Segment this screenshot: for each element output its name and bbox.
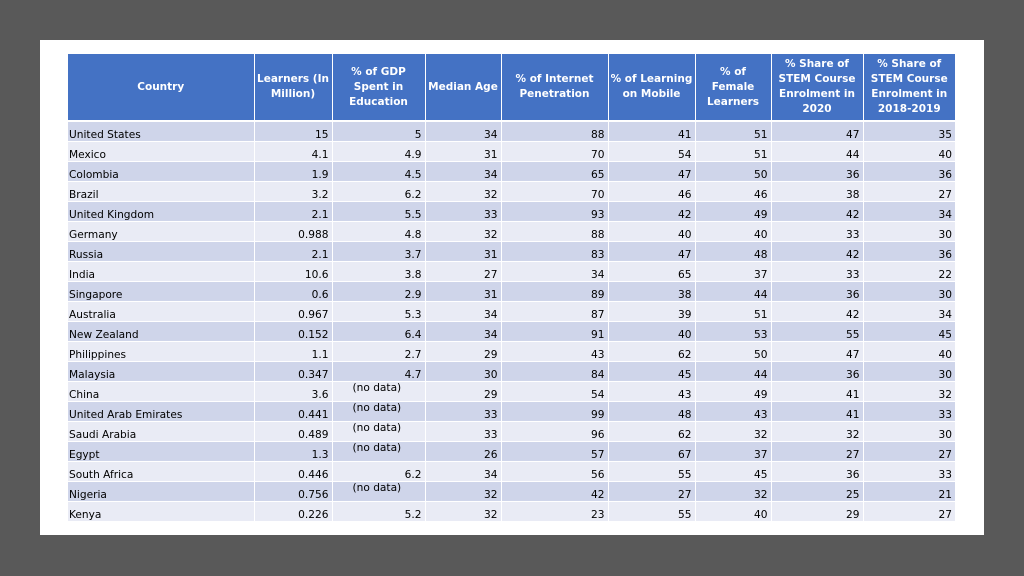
table-cell: 1.9 [254,162,332,182]
table-cell: 36 [863,242,955,262]
table-cell: 31 [425,242,501,262]
table-cell: 96 [501,422,608,442]
table-cell: 99 [501,402,608,422]
table-cell: 23 [501,502,608,522]
table-row [68,322,955,342]
table-cell: (no data) [332,402,425,422]
table-cell: 5.5 [332,202,425,222]
table-cell: 42 [501,482,608,502]
table-cell: 31 [425,142,501,162]
country-cell: Philippines [68,342,254,362]
table-cell: 30 [425,362,501,382]
table-cell: 45 [863,322,955,342]
table-cell: 0.988 [254,222,332,242]
table-cell: 6.4 [332,322,425,342]
table-cell: 34 [501,262,608,282]
table-row [68,302,955,322]
table-cell: 36 [771,162,863,182]
table-cell: 46 [695,182,771,202]
table-cell: 84 [501,362,608,382]
table-cell: 70 [501,182,608,202]
table-cell: 44 [695,282,771,302]
table-cell: 93 [501,202,608,222]
header-row [68,54,955,121]
table-cell: 38 [771,182,863,202]
table-cell: 37 [695,442,771,462]
table-row [68,422,955,442]
country-cell: Kenya [68,502,254,522]
country-cell: China [68,382,254,402]
table-cell: 40 [608,322,695,342]
table-cell: (no data) [332,442,425,462]
table-cell: 32 [425,502,501,522]
table-cell: 30 [863,282,955,302]
table-cell: 36 [863,162,955,182]
column-header: Median Age [425,54,501,121]
table-cell: 33 [863,462,955,482]
table-cell: 32 [695,422,771,442]
table-cell: 45 [608,362,695,382]
table-cell: 34 [425,302,501,322]
table-row [68,121,955,142]
table-cell: 47 [771,342,863,362]
table-cell: 55 [608,502,695,522]
table-cell: 30 [863,362,955,382]
table-cell: 27 [863,502,955,522]
table-cell: 27 [863,182,955,202]
column-header: % Share of STEM Course Enrolment in 2020 [771,54,863,121]
table-cell: 0.967 [254,302,332,322]
country-cell: Egypt [68,442,254,462]
table-cell: 50 [695,162,771,182]
table-cell: 40 [695,222,771,242]
table-cell: 0.446 [254,462,332,482]
table-cell: 3.2 [254,182,332,202]
table-cell: 29 [771,502,863,522]
table-cell: 34 [425,322,501,342]
table-cell: 44 [695,362,771,382]
column-header: Learners (In Million) [254,54,332,121]
table-cell: 33 [425,422,501,442]
table-cell: 42 [771,302,863,322]
data-table [68,54,955,522]
table-cell: 40 [695,502,771,522]
country-cell: Saudi Arabia [68,422,254,442]
table-row [68,262,955,282]
table-cell: 83 [501,242,608,262]
table-cell: 5.2 [332,502,425,522]
table-cell: 5.3 [332,302,425,322]
table-cell: 26 [425,442,501,462]
slide [40,40,984,535]
table-row [68,362,955,382]
table-cell: 48 [608,402,695,422]
table-cell: 47 [608,242,695,262]
table-cell: 33 [425,402,501,422]
table-cell: 32 [695,482,771,502]
table-cell: 0.152 [254,322,332,342]
country-cell: Malaysia [68,362,254,382]
country-cell: Russia [68,242,254,262]
table-cell: 34 [425,462,501,482]
table-cell: 43 [695,402,771,422]
table-cell: 32 [425,482,501,502]
table-cell: 91 [501,322,608,342]
table-cell: 49 [695,202,771,222]
country-cell: United Arab Emirates [68,402,254,422]
country-cell: Colombia [68,162,254,182]
table-row [68,382,955,402]
country-cell: Australia [68,302,254,322]
table-cell: 32 [425,182,501,202]
table-cell: 47 [771,121,863,142]
table-cell: 4.5 [332,162,425,182]
table-cell: 54 [608,142,695,162]
table-cell: 21 [863,482,955,502]
table-cell: 27 [863,442,955,462]
table-cell: (no data) [332,482,425,502]
table-cell: 29 [425,342,501,362]
table-cell: 10.6 [254,262,332,282]
table-cell: 4.8 [332,222,425,242]
table-cell: 30 [863,422,955,442]
country-cell: Singapore [68,282,254,302]
country-cell: New Zealand [68,322,254,342]
table-cell: 88 [501,121,608,142]
table-cell: 65 [608,262,695,282]
table-cell: 4.7 [332,362,425,382]
table-cell: 0.226 [254,502,332,522]
table-cell: 0.489 [254,422,332,442]
table-row [68,342,955,362]
table-cell: 88 [501,222,608,242]
table-cell: 42 [771,242,863,262]
table-row [68,242,955,262]
column-header: Country [68,54,254,121]
table-cell: 32 [863,382,955,402]
table-row [68,142,955,162]
table-cell: 4.9 [332,142,425,162]
country-cell: Germany [68,222,254,242]
table-cell: 34 [425,162,501,182]
country-cell: South Africa [68,462,254,482]
table-cell: 34 [425,121,501,142]
table-cell: 35 [863,121,955,142]
table-cell: 3.7 [332,242,425,262]
table-cell: 15 [254,121,332,142]
table-cell: 44 [771,142,863,162]
table-row [68,402,955,422]
table-cell: 57 [501,442,608,462]
country-cell: Brazil [68,182,254,202]
table-row [68,462,955,482]
table-cell: 27 [608,482,695,502]
table-cell: 41 [608,121,695,142]
table-cell: 5 [332,121,425,142]
table-row [68,222,955,242]
table-cell: 31 [425,282,501,302]
table-cell: 32 [425,222,501,242]
table-cell: (no data) [332,382,425,402]
table-cell: 4.1 [254,142,332,162]
table-cell: 22 [863,262,955,282]
table-cell: 33 [771,222,863,242]
table-cell: 55 [771,322,863,342]
table-cell: 27 [771,442,863,462]
table-cell: 49 [695,382,771,402]
table-row [68,482,955,502]
country-cell: India [68,262,254,282]
table-cell: 36 [771,282,863,302]
table-cell: 0.347 [254,362,332,382]
country-cell: United Kingdom [68,202,254,222]
table-cell: 50 [695,342,771,362]
table-cell: 47 [608,162,695,182]
table-cell: 6.2 [332,182,425,202]
table-cell: 36 [771,362,863,382]
table-cell: 0.756 [254,482,332,502]
table-cell: 45 [695,462,771,482]
table-cell: 33 [863,402,955,422]
table-cell: 36 [771,462,863,482]
table-cell: 40 [608,222,695,242]
table-cell: 87 [501,302,608,322]
table-cell: 33 [771,262,863,282]
table-cell: (no data) [332,422,425,442]
table-cell: 65 [501,162,608,182]
table-cell: 51 [695,302,771,322]
table-cell: 3.6 [254,382,332,402]
table-cell: 48 [695,242,771,262]
table-cell: 30 [863,222,955,242]
table-cell: 25 [771,482,863,502]
column-header: % of Female Learners [695,54,771,121]
table-row [68,442,955,462]
table-cell: 70 [501,142,608,162]
column-header: % of Learning on Mobile [608,54,695,121]
table-cell: 2.9 [332,282,425,302]
table-cell: 0.441 [254,402,332,422]
country-cell: Mexico [68,142,254,162]
table-cell: 62 [608,342,695,362]
table-cell: 89 [501,282,608,302]
table-cell: 43 [501,342,608,362]
table-cell: 54 [501,382,608,402]
table-cell: 39 [608,302,695,322]
table-cell: 27 [425,262,501,282]
column-header: % Share of STEM Course Enrolment in 2018-2019 [863,54,955,121]
table-cell: 46 [608,182,695,202]
table-row [68,162,955,182]
table-cell: 41 [771,382,863,402]
table-cell: 0.6 [254,282,332,302]
table-cell: 55 [608,462,695,482]
table-cell: 43 [608,382,695,402]
table-cell: 2.7 [332,342,425,362]
table-cell: 42 [608,202,695,222]
table-cell: 34 [863,202,955,222]
table-cell: 38 [608,282,695,302]
country-cell: United States [68,121,254,142]
table-cell: 42 [771,202,863,222]
table-cell: 1.1 [254,342,332,362]
table-cell: 51 [695,142,771,162]
table-row [68,282,955,302]
table-cell: 40 [863,342,955,362]
table-cell: 62 [608,422,695,442]
table-cell: 6.2 [332,462,425,482]
table-cell: 2.1 [254,202,332,222]
table-cell: 1.3 [254,442,332,462]
table-cell: 67 [608,442,695,462]
table-body [68,121,955,522]
table-cell: 34 [863,302,955,322]
table-row [68,502,955,522]
column-header: % of GDP Spent in Education [332,54,425,121]
table-cell: 37 [695,262,771,282]
table-row [68,182,955,202]
table-cell: 33 [425,202,501,222]
column-header: % of Internet Penetration [501,54,608,121]
table-row [68,202,955,222]
table-cell: 40 [863,142,955,162]
table-cell: 29 [425,382,501,402]
country-cell: Nigeria [68,482,254,502]
table-cell: 3.8 [332,262,425,282]
table-cell: 53 [695,322,771,342]
table-cell: 56 [501,462,608,482]
table-cell: 51 [695,121,771,142]
table-cell: 41 [771,402,863,422]
table-cell: 2.1 [254,242,332,262]
table-cell: 32 [771,422,863,442]
